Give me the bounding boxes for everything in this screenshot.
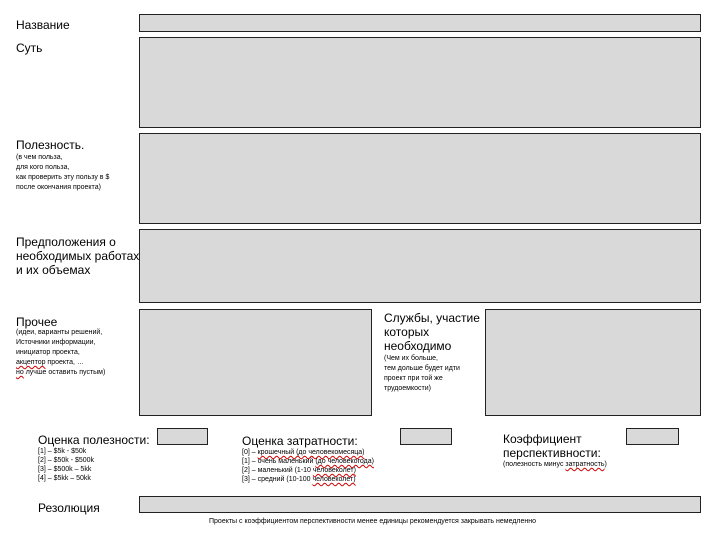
coefficient-input[interactable] [626,428,679,445]
list-item: [3] – $500k – 5kk [38,466,92,473]
cost-score-input[interactable] [400,428,452,445]
other-field[interactable] [139,309,372,416]
cost-scale-list [242,448,374,484]
list-item: [1] – $5k - $50k [38,448,87,455]
coefficient-title: Коэффициент перспективности: [503,432,601,460]
resolution-field[interactable] [139,496,701,513]
services-field[interactable] [485,309,701,416]
usefulness-scale-list [38,447,94,483]
list-item: [0] – крошечный (до человекомесяца) [242,449,365,456]
name-field[interactable] [139,14,701,32]
resolution-label: Резолюция [38,501,100,515]
coefficient-hint: (полезность минус затратность) [503,461,607,468]
usefulness-score-title: Оценка полезности: [38,433,150,447]
services-hint: (Чем их больше, тем дольше будет идти проект при той же трудоемкости) [384,355,460,392]
usefulness-field[interactable] [139,133,701,224]
list-item: [3] – средний (10-100 человеколет) [242,476,356,483]
usefulness-label: Полезность. [16,138,85,152]
usefulness-score-input[interactable] [157,428,208,445]
usefulness-hint: (в чем польза, для кого польза, как проверить эту пользу в $ после окончания проекта) [16,154,110,191]
footer-note: Проекты с коэффициентом перспективности менее единицы рекомендуется закрывать немедленно [209,518,537,525]
list-item: [2] – $50k - $500k [38,457,95,464]
list-item: [4] – $5kk – 50kk [38,475,91,482]
assumptions-field[interactable] [139,229,701,303]
essence-label: Суть [16,41,43,55]
list-item: [1] – очень маленький (до человекогода) [242,458,374,465]
cost-score-title: Оценка затратности: [242,434,358,448]
other-hint: (идеи, варианты решений, Источники информации, инициатор проекта, акцептор проекта, … но лучше оставить пустым) [16,329,106,376]
other-label: Прочее [16,315,58,329]
services-label: Службы, участие которых необходимо [384,311,480,353]
essence-field[interactable] [139,37,701,128]
list-item: [2] – маленький (1-10 человеколет) [242,467,356,474]
assumptions-label: Предположения о необходимых работах и их объемах [16,235,140,277]
name-label: Название [16,18,70,32]
